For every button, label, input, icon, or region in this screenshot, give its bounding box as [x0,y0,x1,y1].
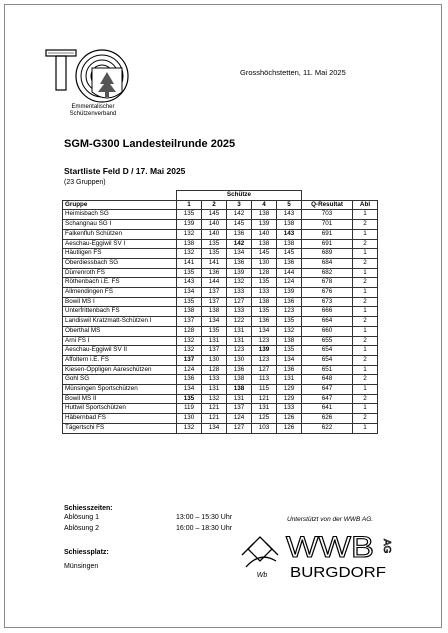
shooter-4-score-cell: 115 [252,385,277,395]
shooter-1-score-cell: 135 [177,297,202,307]
shooter-3-score-cell: 142 [227,239,252,249]
shooter-4-score-cell: 121 [252,394,277,404]
abloesung-cell: 1 [353,229,378,239]
shooter-3-score-cell: 132 [227,278,252,288]
abloesung-cell: 1 [353,268,378,278]
shooter-5-score-cell: 126 [277,423,302,433]
shooter-4-score-cell: 130 [252,258,277,268]
q-result-cell: 684 [302,258,353,268]
abloesung-cell: 1 [353,307,378,317]
q-result-cell: 647 [302,394,353,404]
shooter-1-score-cell: 138 [177,239,202,249]
group-name-cell: Heimisbach SG [63,210,177,220]
group-name-cell: Häbernbad FS [63,414,177,424]
shooter-2-score-cell: 135 [202,239,227,249]
group-name-cell: Tägertschi FS [63,423,177,433]
shooter-4-score-cell: 138 [252,297,277,307]
sponsor-name: WWB [286,531,374,564]
group-name-cell: Falkenfluh Schützen [63,229,177,239]
shooter-3-score-cell: 133 [227,307,252,317]
shooter-1-score-cell: 135 [177,268,202,278]
shooter-2-score-cell: 140 [202,229,227,239]
shooter-5-score-cell: 124 [277,278,302,288]
shooter-3-score-cell: 136 [227,258,252,268]
shooter-2-score-cell: 131 [202,336,227,346]
shooter-3-score-cell: 137 [227,404,252,414]
abloesung-cell: 2 [353,258,378,268]
col-header-5: 5 [277,200,302,210]
logo-caption-line-2: Schützenverband [69,111,117,117]
group-name-cell: Bowil MS II [63,394,177,404]
shooter-3-score-cell: 138 [227,385,252,395]
sponsor-note: Unterstützt von der WWB AG. [287,516,374,523]
abloesung-cell: 2 [353,414,378,424]
svg-text:Wb: Wb [256,572,268,579]
shooter-2-score-cell: 136 [202,268,227,278]
abloesung-cell: 1 [353,288,378,298]
group-name-cell: Gohl SG [63,375,177,385]
shooter-4-score-cell: 103 [252,423,277,433]
abloesung-cell: 1 [353,249,378,259]
shooter-3-score-cell: 131 [227,326,252,336]
shooter-5-score-cell: 134 [277,355,302,365]
abloesung-2-label: Ablösung 2 [64,525,100,532]
place-date: Grosshöchstetten, 11. Mai 2025 [240,68,346,77]
q-result-cell: 654 [302,346,353,356]
shooter-4-score-cell: 138 [252,210,277,220]
table-header-row [63,200,378,210]
q-result-cell: 655 [302,336,353,346]
shooter-1-score-cell: 135 [177,210,202,220]
shooter-2-score-cell: 137 [202,288,227,298]
group-name-cell: Aeschau-Eggiwil SV II [63,346,177,356]
table-row [63,278,378,288]
table-row [63,336,378,346]
start-list-subtitle: Startliste Feld D / 17. Mai 2025 [64,166,186,176]
shooter-5-score-cell: 145 [277,249,302,259]
shooter-2-score-cell: 121 [202,414,227,424]
abloesung-cell: 1 [353,210,378,220]
schiessplatz-value: Münsingen [64,563,99,570]
table-row [63,268,378,278]
shooter-4-score-cell: 133 [252,288,277,298]
table-row [63,365,378,375]
shooter-4-score-cell: 113 [252,375,277,385]
shooter-1-score-cell: 141 [177,258,202,268]
group-name-cell: Schangnau SG I [63,220,177,230]
shooter-header: Schütze [177,191,302,201]
group-name-cell: Dürrenroth FS [63,268,177,278]
shooter-4-score-cell: 123 [252,336,277,346]
table-row [63,220,378,230]
shooter-4-score-cell: 128 [252,268,277,278]
schiesszeiten-title: Schiesszeiten: [64,505,113,512]
shooter-2-score-cell: 133 [202,375,227,385]
col-header-group: Gruppe [63,200,177,210]
shooter-5-score-cell: 132 [277,326,302,336]
group-name-cell: Oberdiessbach SG [63,258,177,268]
wwb-burgdorf-logo [240,527,390,583]
col-header-1: 1 [177,200,202,210]
group-name-cell: Landiswil Kratzmatt-Schützen I [63,317,177,327]
shooter-1-score-cell: 134 [177,385,202,395]
shooter-2-score-cell: 130 [202,355,227,365]
abloesung-cell: 2 [353,394,378,404]
shooter-2-score-cell: 138 [202,307,227,317]
shooter-5-score-cell: 139 [277,288,302,298]
shooter-4-score-cell: 125 [252,414,277,424]
table-row [63,317,378,327]
table-row [63,385,378,395]
shooter-4-score-cell: 127 [252,365,277,375]
q-result-cell: 664 [302,317,353,327]
shooter-5-score-cell: 133 [277,404,302,414]
table-row [63,229,378,239]
group-name-cell: Häutligen FS [63,249,177,259]
q-result-cell: 673 [302,297,353,307]
shooter-4-score-cell: 139 [252,346,277,356]
logo-caption-line-1: Emmentalischer [71,104,115,110]
table-row [63,394,378,404]
shooter-2-score-cell: 134 [202,317,227,327]
shooter-2-score-cell: 131 [202,385,227,395]
shooter-2-score-cell: 134 [202,423,227,433]
q-result-cell: 660 [302,326,353,336]
shooter-2-score-cell: 128 [202,365,227,375]
table-row [63,414,378,424]
q-result-cell: 676 [302,288,353,298]
table-row [63,297,378,307]
shooter-4-score-cell: 135 [252,307,277,317]
col-header-3: 3 [227,200,252,210]
group-name-cell: Arni FS I [63,336,177,346]
q-result-cell: 703 [302,210,353,220]
table-row [63,404,378,414]
abloesung-cell: 1 [353,385,378,395]
shooter-3-score-cell: 134 [227,249,252,259]
table-row [63,239,378,249]
group-name-cell: Unterfrittenbach FS [63,307,177,317]
shooter-5-score-cell: 136 [277,258,302,268]
shooter-5-score-cell: 129 [277,385,302,395]
shooter-5-score-cell: 131 [277,375,302,385]
group-name-cell: Oberthal MS [63,326,177,336]
logo-caption [60,104,126,118]
q-result-cell: 701 [302,220,353,230]
shooter-2-score-cell: 145 [202,210,227,220]
shooter-3-score-cell: 145 [227,220,252,230]
sponsor-suffix: AG [381,539,392,554]
q-result-cell: 654 [302,355,353,365]
table-row [63,307,378,317]
q-result-cell: 648 [302,375,353,385]
group-name-cell: Aeschau-Eggiwil SV I [63,239,177,249]
shooter-1-score-cell: 137 [177,317,202,327]
shooter-1-score-cell: 138 [177,307,202,317]
group-name-cell: Kiesen-Oppligen Aareschützen [63,365,177,375]
shooter-3-score-cell: 142 [227,210,252,220]
shooter-3-score-cell: 122 [227,317,252,327]
shooter-5-score-cell: 129 [277,394,302,404]
shooter-2-score-cell: 137 [202,297,227,307]
abloesung-cell: 2 [353,220,378,230]
table-row [63,288,378,298]
abloesung-cell: 2 [353,375,378,385]
table-body [63,210,378,433]
col-header-4: 4 [252,200,277,210]
shooter-3-score-cell: 127 [227,297,252,307]
shooter-2-score-cell: 137 [202,346,227,356]
shooter-1-score-cell: 134 [177,288,202,298]
group-name-cell: Bowil MS I [63,297,177,307]
shooter-1-score-cell: 136 [177,375,202,385]
shooter-3-score-cell: 123 [227,346,252,356]
shooter-1-score-cell: 135 [177,394,202,404]
shooter-4-score-cell: 140 [252,229,277,239]
table-header-row-top [63,191,378,201]
shooter-5-score-cell: 123 [277,307,302,317]
shooter-2-score-cell: 135 [202,326,227,336]
shooter-2-score-cell: 141 [202,258,227,268]
shooter-4-score-cell: 145 [252,249,277,259]
shooter-5-score-cell: 143 [277,229,302,239]
abloesung-cell: 2 [353,278,378,288]
q-result-cell: 678 [302,278,353,288]
group-count: (23 Gruppen) [64,179,106,186]
group-name-cell: Röthenbach i.E. FS [63,278,177,288]
start-list-table [62,190,378,434]
shooter-1-score-cell: 130 [177,414,202,424]
shooter-1-score-cell: 139 [177,220,202,230]
shooter-4-score-cell: 139 [252,220,277,230]
table-row [63,355,378,365]
shooter-3-score-cell: 133 [227,288,252,298]
shooter-5-score-cell: 138 [277,220,302,230]
shooter-5-score-cell: 143 [277,210,302,220]
shooter-1-score-cell: 132 [177,229,202,239]
q-result-cell: 691 [302,229,353,239]
shooter-3-score-cell: 124 [227,414,252,424]
shooter-1-score-cell: 119 [177,404,202,414]
shooter-5-score-cell: 135 [277,346,302,356]
schiessplatz-title: Schiessplatz: [64,549,109,556]
shooter-4-score-cell: 135 [252,278,277,288]
shooter-5-score-cell: 138 [277,239,302,249]
shooter-3-score-cell: 127 [227,423,252,433]
shooter-5-score-cell: 138 [277,336,302,346]
shooter-4-score-cell: 134 [252,326,277,336]
q-result-cell: 626 [302,414,353,424]
abloesung-cell: 2 [353,355,378,365]
q-result-cell: 666 [302,307,353,317]
q-result-cell: 691 [302,239,353,249]
group-name-cell: Allmendingen FS [63,288,177,298]
shooter-2-score-cell: 121 [202,404,227,414]
shooter-5-score-cell: 136 [277,297,302,307]
shooter-5-score-cell: 135 [277,317,302,327]
table-row [63,326,378,336]
shooter-5-score-cell: 136 [277,365,302,375]
shooter-2-score-cell: 140 [202,220,227,230]
shooter-1-score-cell: 132 [177,249,202,259]
shooter-3-score-cell: 131 [227,394,252,404]
shooter-5-score-cell: 126 [277,414,302,424]
shooter-4-score-cell: 136 [252,317,277,327]
table-row [63,346,378,356]
shooter-1-score-cell: 143 [177,278,202,288]
shooter-3-score-cell: 136 [227,229,252,239]
shooter-3-score-cell: 130 [227,355,252,365]
abloesung-1-label: Ablösung 1 [64,514,100,521]
shooter-3-score-cell: 138 [227,375,252,385]
shooter-4-score-cell: 138 [252,239,277,249]
shooter-1-score-cell: 137 [177,355,202,365]
col-header-2: 2 [202,200,227,210]
q-result-cell: 647 [302,385,353,395]
shooter-1-score-cell: 124 [177,365,202,375]
abloesung-cell: 2 [353,336,378,346]
abloesung-cell: 2 [353,297,378,307]
group-name-cell: Huttwil Sportschützen [63,404,177,414]
abloesung-cell: 2 [353,317,378,327]
q-result-cell: 622 [302,423,353,433]
shooter-5-score-cell: 144 [277,268,302,278]
shooter-1-score-cell: 132 [177,336,202,346]
shooter-2-score-cell: 132 [202,394,227,404]
shooter-3-score-cell: 131 [227,336,252,346]
abloesung-cell: 1 [353,365,378,375]
q-result-cell: 641 [302,404,353,414]
abloesung-1-time: 13:00 – 15:30 Uhr [176,514,233,521]
shooter-3-score-cell: 139 [227,268,252,278]
q-result-cell: 689 [302,249,353,259]
q-result-cell: 682 [302,268,353,278]
table-row [63,210,378,220]
document-title: SGM-G300 Landesteilrunde 2025 [64,138,236,150]
sponsor-city: BURGDORF [290,564,386,581]
shooter-2-score-cell: 135 [202,249,227,259]
shooter-4-score-cell: 131 [252,404,277,414]
group-name-cell: Münsingen Sportschützen [63,385,177,395]
abloesung-cell: 2 [353,239,378,249]
shooter-1-score-cell: 132 [177,423,202,433]
abloesung-cell: 1 [353,346,378,356]
abloesung-cell: 1 [353,326,378,336]
col-header-q-result: Q-Resultat [302,200,353,210]
col-header-abl: Abl [353,200,378,210]
shooter-1-score-cell: 132 [177,346,202,356]
abloesung-2-time: 16:00 – 18:30 Uhr [176,525,233,532]
shooter-3-score-cell: 136 [227,365,252,375]
group-name-cell: Affoltern i.E. FS [63,355,177,365]
q-result-cell: 651 [302,365,353,375]
shooter-2-score-cell: 144 [202,278,227,288]
abloesung-cell: 1 [353,404,378,414]
shooter-4-score-cell: 123 [252,355,277,365]
abloesung-cell: 1 [353,423,378,433]
shooter-1-score-cell: 128 [177,326,202,336]
table-row [63,249,378,259]
table-row [63,375,378,385]
table-row [63,258,378,268]
table-row [63,423,378,433]
